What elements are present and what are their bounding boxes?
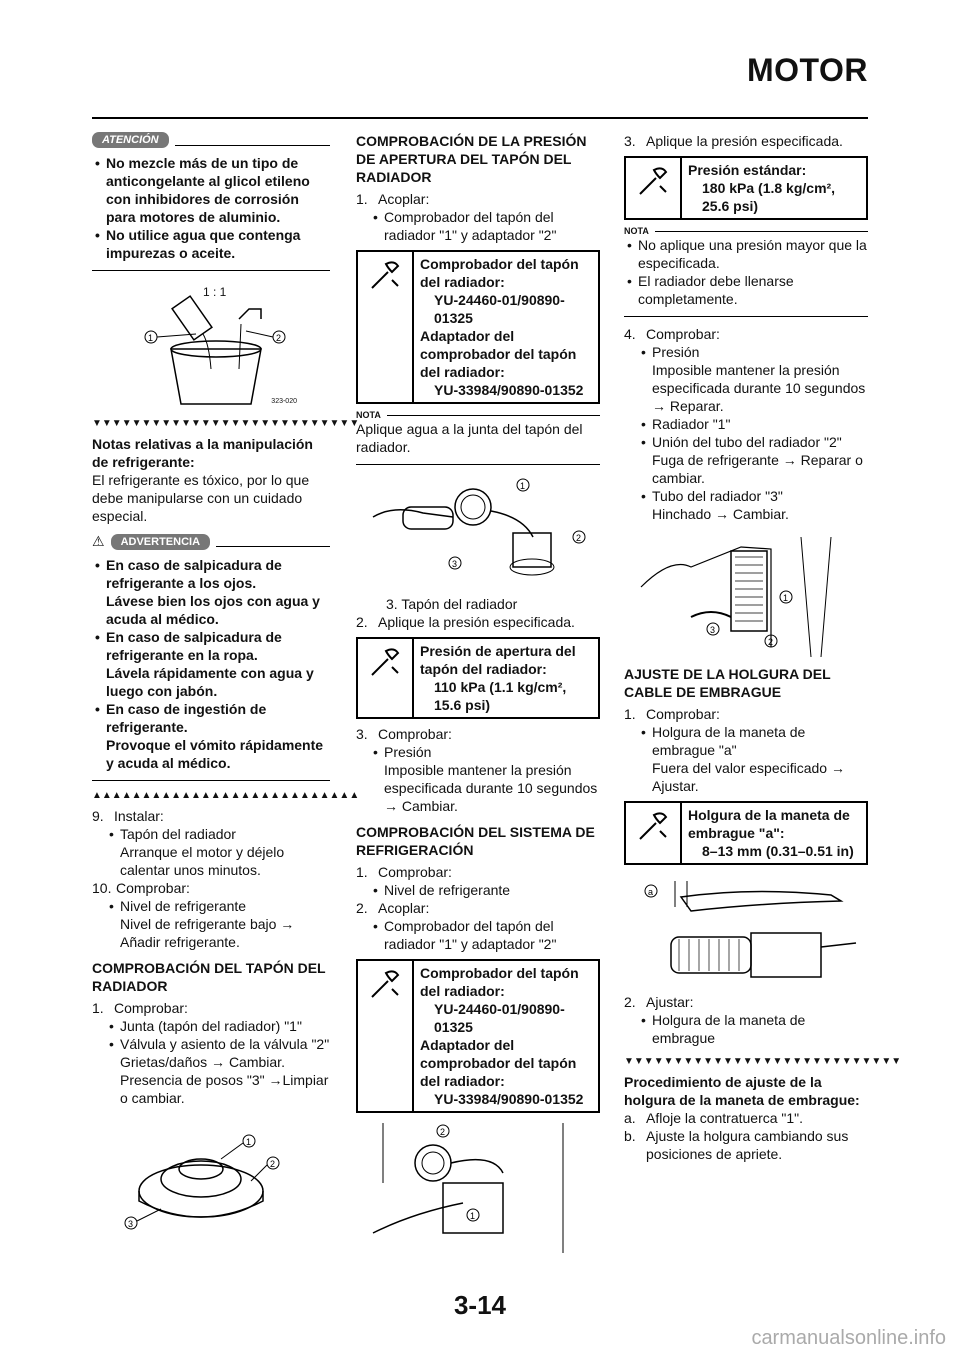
svg-text:3: 3 [128, 1219, 134, 1229]
column-2 [356, 132, 600, 1259]
tool1-l3: Adaptador del comprobador del tapón del radiador: [420, 328, 577, 380]
step-9-item: • Tapón del radiador [106, 825, 330, 843]
svg-text:2: 2 [270, 1159, 276, 1169]
s4-item-1: • Presión [638, 343, 868, 361]
proc-b: b. Ajuste la holgura cambiando sus posiciones de apriete. [624, 1128, 849, 1162]
spec-icon [626, 803, 682, 863]
warn-item: • En caso de salpicadura de refrigerante en la ropa. [92, 628, 330, 664]
tool-icon [358, 252, 414, 402]
s3-sub: Imposible mantener la presión especificada durante 10 segundos → Cambiar. [384, 762, 598, 814]
s4-sub-3: Fuga de refrigerante → Reparar o cambiar. [652, 452, 863, 486]
cooling-heading: COMPROBACIÓN DEL SISTEMA DE REFRIGERACIÓN [356, 824, 595, 858]
clutch-lever-illustration [631, 877, 861, 987]
bucket-illustration [121, 279, 301, 409]
cap-tester-illustration [363, 477, 593, 587]
step-10-item: • Nivel de refrigerante [106, 897, 330, 915]
std-pressure-spec [624, 156, 868, 220]
proc-title: Procedimiento de ajuste de la holgura de la maneta de embrague: [624, 1074, 860, 1108]
s4-item-3: • Unión del tubo del radiador "2" [638, 433, 868, 451]
handling-title: Notas relativas a la manipulación de refrigerante: [92, 436, 313, 470]
c2-item: • Comprobador del tapón del radiador "1" y adaptador "2" [370, 917, 600, 953]
cap-sub-2: Presencia de posos "3" →Limpiar o cambiar. [120, 1072, 329, 1106]
tool1-l1: Comprobador del tapón del radiador: [420, 256, 579, 290]
spec-std-l1: Presión estándar: [688, 162, 807, 178]
tool2-l1: Comprobador del tapón del radiador: [420, 965, 579, 999]
warn-item: • En caso de ingestión de refrigerante. [92, 700, 330, 736]
svg-text:1: 1 [148, 333, 154, 343]
radiator-cap-illustration [121, 1129, 301, 1239]
system-tester-illustration [363, 1123, 593, 1253]
tool-spec-1 [356, 250, 600, 404]
svg-text:2: 2 [276, 333, 282, 343]
nota-header: NOTA [356, 410, 600, 420]
step-9: 9. Instalar: [92, 808, 164, 824]
tool2-l3: Adaptador del comprobador del tapón del radiador: [420, 1037, 577, 1089]
illus-code: 323-020 [271, 398, 297, 405]
tool1-l4: YU-33984/90890-01352 [434, 382, 584, 398]
svg-text:1: 1 [520, 481, 526, 491]
spec-pressure-l2: 110 kPa (1.1 kg/cm², 15.6 psi) [434, 679, 567, 713]
clutch-heading: AJUSTE DE LA HOLGURA DEL CABLE DE EMBRAGUE [624, 666, 831, 700]
k1: 1. Comprobar: [624, 706, 720, 722]
handling-text: El refrigerante es tóxico, por lo que debe manipularse con un cuidado especial. [92, 472, 310, 524]
page-title: MOTOR [746, 52, 868, 88]
k-s4: 4. Comprobar: [624, 326, 720, 342]
warn-sub: Lávese bien los ojos con agua y acuda al médico. [106, 593, 320, 627]
s2: 2. Aplique la presión especificada. [356, 614, 575, 630]
pressure-heading: COMPROBACIÓN DE LA PRESIÓN DE APERTURA DEL TAPÓN DEL RADIADOR [356, 133, 587, 185]
k2-item: • Holgura de la maneta de embrague [638, 1011, 868, 1047]
proc-a: a. Afloje la contratuerca "1". [624, 1110, 804, 1126]
start-marker: ▼▼▼▼▼▼▼▼▼▼▼▼▼▼▼▼▼▼▼▼▼▼▼▼▼▼▼ [92, 418, 360, 429]
watermark: carmanualsonline.info [751, 1327, 946, 1349]
fig-caption: 3. Tapón del radiador [386, 596, 518, 612]
svg-text:1: 1 [246, 1137, 252, 1147]
svg-text:3: 3 [452, 559, 458, 569]
step-10: 10. Comprobar: [92, 880, 190, 896]
cap-heading: COMPROBACIÓN DEL TAPÓN DEL RADIADOR [92, 960, 326, 994]
cap-step: 1. Comprobar: [92, 1000, 188, 1016]
s3-item: • Presión [370, 743, 600, 761]
column-1 [92, 132, 360, 1245]
k-s3: 3. Aplique la presión especificada. [624, 133, 843, 149]
s4-item-4: • Tubo del radiador "3" [638, 487, 868, 505]
page-number: 3-14 [453, 1290, 507, 1320]
spec-pressure-l1: Presión de apertura del tapón del radiador: [420, 643, 576, 677]
spec-icon [626, 158, 682, 218]
spec-std-l2: 180 kPa (1.8 kg/cm², 25.6 psi) [702, 180, 836, 214]
step-9-sub: Arranque el motor y déjelo calentar unos minutos. [120, 844, 285, 878]
header-rule [92, 117, 868, 119]
tool2-l4: YU-33984/90890-01352 [434, 1091, 584, 1107]
k1-sub: Fuera del valor especificado → Ajustar. [652, 760, 845, 794]
warning-icon: ⚠ [92, 533, 105, 549]
cap-item-2: • Válvula y asiento de la válvula "2" [106, 1035, 330, 1053]
advertencia-header [92, 533, 330, 550]
clutch-spec [624, 801, 868, 865]
advertencia-badge: ADVERTENCIA [111, 534, 210, 550]
svg-text:2: 2 [576, 533, 582, 543]
svg-text:1: 1 [470, 1211, 476, 1221]
tool-spec-2 [356, 959, 600, 1113]
nota-item: • El radiador debe llenarse completamente. [624, 272, 868, 308]
spec-icon [358, 639, 414, 717]
spec-clutch-l2: 8–13 mm (0.31–0.51 in) [702, 843, 854, 859]
warn-sub: Lávela rápidamente con agua y luego con jabón. [106, 665, 314, 699]
start-marker: ▼▼▼▼▼▼▼▼▼▼▼▼▼▼▼▼▼▼▼▼▼▼▼▼▼▼▼▼ [624, 1056, 902, 1067]
svg-text:1: 1 [783, 593, 789, 603]
c2: 2. Acoplar: [356, 900, 430, 916]
s4-item-2: • Radiador "1" [638, 415, 868, 433]
svg-text:3: 3 [710, 625, 716, 635]
cap-sub-1: Grietas/daños → Cambiar. [120, 1054, 285, 1070]
svg-text:2: 2 [440, 1127, 446, 1137]
k1-item: • Holgura de la maneta de embrague "a" [638, 723, 868, 759]
s3: 3. Comprobar: [356, 726, 452, 742]
atencion-header [92, 132, 330, 148]
spec-clutch-l1: Holgura de la maneta de embrague "a": [688, 807, 850, 841]
atencion-badge: ATENCIÓN [92, 132, 169, 148]
radiator-illustration [631, 537, 861, 657]
pressure-spec [356, 637, 600, 719]
c1-item: • Nivel de refrigerante [370, 881, 600, 899]
column-3 [624, 132, 902, 1163]
illus-ratio: 1 : 1 [203, 285, 227, 299]
svg-text:2: 2 [768, 637, 774, 647]
s4-sub-1: Imposible mantener la presión especificada durante 10 segundos → Reparar. [652, 362, 866, 414]
nota-item: • No aplique una presión mayor que la especificada. [624, 236, 868, 272]
step-10-sub: Nivel de refrigerante bajo → Añadir refrigerante. [120, 916, 295, 950]
tool-icon [358, 961, 414, 1111]
c1: 1. Comprobar: [356, 864, 452, 880]
tool2-l2: YU-24460-01/90890-01325 [434, 1001, 565, 1035]
s4-sub-4: Hinchado → Cambiar. [652, 506, 789, 522]
s1: 1. Acoplar: [356, 191, 430, 207]
nota-header: NOTA [624, 226, 868, 236]
k2: 2. Ajustar: [624, 994, 694, 1010]
warn-sub: Provoque el vómito rápidamente y acuda al médico. [106, 737, 324, 771]
s1-item: • Comprobador del tapón del radiador "1" y adaptador "2" [370, 208, 600, 244]
tool1-l2: YU-24460-01/90890-01325 [434, 292, 565, 326]
end-marker: ▲▲▲▲▲▲▲▲▲▲▲▲▲▲▲▲▲▲▲▲▲▲▲▲▲▲▲ [92, 790, 360, 801]
atencion-item: • No utilice agua que contenga impurezas o aceite. [92, 226, 330, 262]
warn-item: • En caso de salpicadura de refrigerante a los ojos. [92, 556, 330, 592]
atencion-item: • No mezcle más de un tipo de anticongelante al glicol etileno con inhibidores de corrosión para motores de aluminio. [92, 154, 330, 226]
svg-text:a: a [648, 887, 654, 897]
nota-text: Aplique agua a la junta del tapón del radiador. [356, 421, 583, 455]
cap-item-1: • Junta (tapón del radiador) "1" [106, 1017, 330, 1035]
